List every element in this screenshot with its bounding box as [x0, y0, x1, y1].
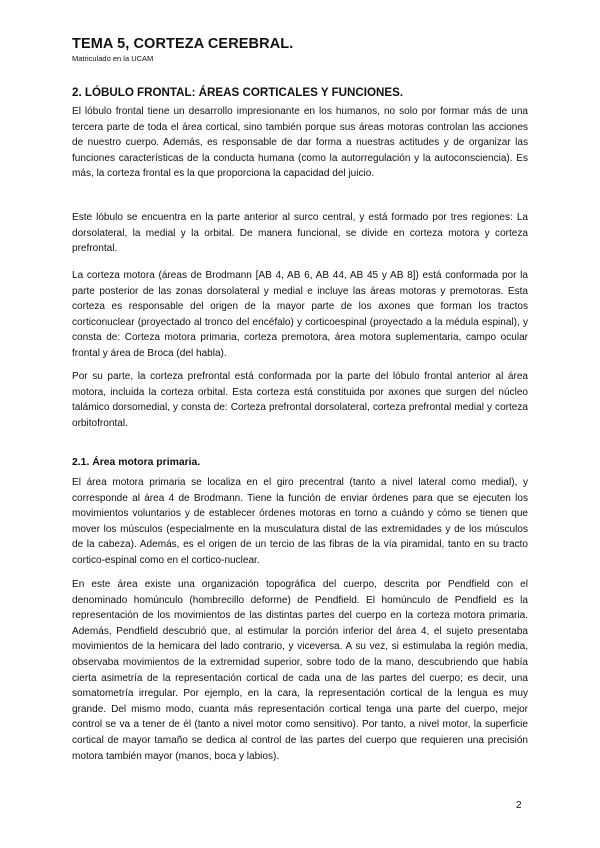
paragraph-motor-cortex: La corteza motora (áreas de Brodmann [AB 4, AB 6, AB 44, AB 45 y AB 8]) está conformada por la parte posterior de las zonas dorsolateral y medial e incluye las áreas motoras y premotoras. Esta corteza es responsable del origen de la mayor parte de los axones que forman los tractos corticonuclear (proyectado al tronco del encéfalo) y corticoespinal (proyectado a la médula espinal), y consta de: Corteza motora primaria, corteza premotora, área motora suplementaria, campo ocular frontal y área de Broca (del habla).	[72, 270, 528, 359]
page-number: 2	[516, 800, 522, 811]
paragraph-frontal-lobe-regions: Este lóbulo se encuentra en la parte anterior al surco central, y está formado por tres regiones: La dorsolateral, la medial y la orbital. De manera funcional, se divide en corteza motora y corteza prefrontal.	[72, 212, 528, 255]
paragraph-frontal-lobe-intro: El lóbulo frontal tiene un desarrollo impresionante en los humanos, no solo por formar más de una tercera parte de toda el área cortical, sino también porque sus áreas motoras controlan las acciones de nuestro cuerpo. Además, es responsable de dar forma a nuestras actitudes y de organizar las funciones características de la conducta humana (como la autorregulación y la autoconsciencia). Es más, la corteza frontal es la que proporciona la capacidad del juicio.	[72, 106, 528, 180]
document-title: TEMA 5, CORTEZA CEREBRAL.	[72, 36, 294, 52]
paragraph-homunculus: En este área existe una organización topográfica del cuerpo, descrita por Pendfield con el denominado homúnculo (hombrecillo deforme) de Pendfield. El homúnculo de Pendfield es la representación de los movimientos de las distintas partes del cuerpo en la corteza motora primaria. Además, Pendfield descubrió que, al estimular la porción inferior del área 4, el sujeto presentaba movimientos de la hemicara del lado contrario, y viceversa. A su vez, si estimulaba la región media, observaba movimientos de la extremidad superior, sobre todo de la mano, descubriendo que había cierta asimetría de la representación cortical de cada una de las partes del cuerpo; es decir, una somatometría irregular. Por ejemplo, en la cara, la representación cortical de la lengua es muy grande. Del mismo modo, cuanta más representación cortical tenga una parte del cuerpo, mejor control se va a tener de él (tanto a nivel motor como sensitivo). Por tanto, a nivel motor, la superficie cortical de mayor tamaño se dedica al control de las partes del cuerpo que requieren una precisión motora también mayor (manos, boca y labios).	[72, 579, 528, 762]
paragraph-prefrontal-cortex: Por su parte, la corteza prefrontal está conformada por la parte del lóbulo frontal anterior al área motora, incluida la corteza orbital. Esta corteza está constituida por axones que surgen del núcleo talámico dorsomedial, y consta de: Corteza prefrontal dorsolateral, corteza prefrontal medial y corteza orbitofrontal.	[72, 371, 528, 429]
section-heading: 2. LÓBULO FRONTAL: ÁREAS CORTICALES Y FUNCIONES.	[72, 86, 404, 99]
subsection-heading: 2.1. Área motora primaria.	[72, 457, 201, 468]
document-subtitle: Matriculado en la UCAM	[72, 54, 154, 63]
paragraph-primary-motor-area: El área motora primaria se localiza en el giro precentral (tanto a nivel lateral como medial), y corresponde al área 4 de Brodmann. Tiene la función de enviar órdenes para que se ejecuten los movimientos voluntarios y de establecer órdenes motoras en torno a cuándo y cómo se tienen que mover los músculos (especialmente en la musculatura distal de las extremidades y de los músculos de la cabeza). Además, es el origen de un tercio de las fibras de la vía piramidal, tanto en su tracto cortico-espinal como en el cortico-nuclear.	[72, 477, 528, 566]
